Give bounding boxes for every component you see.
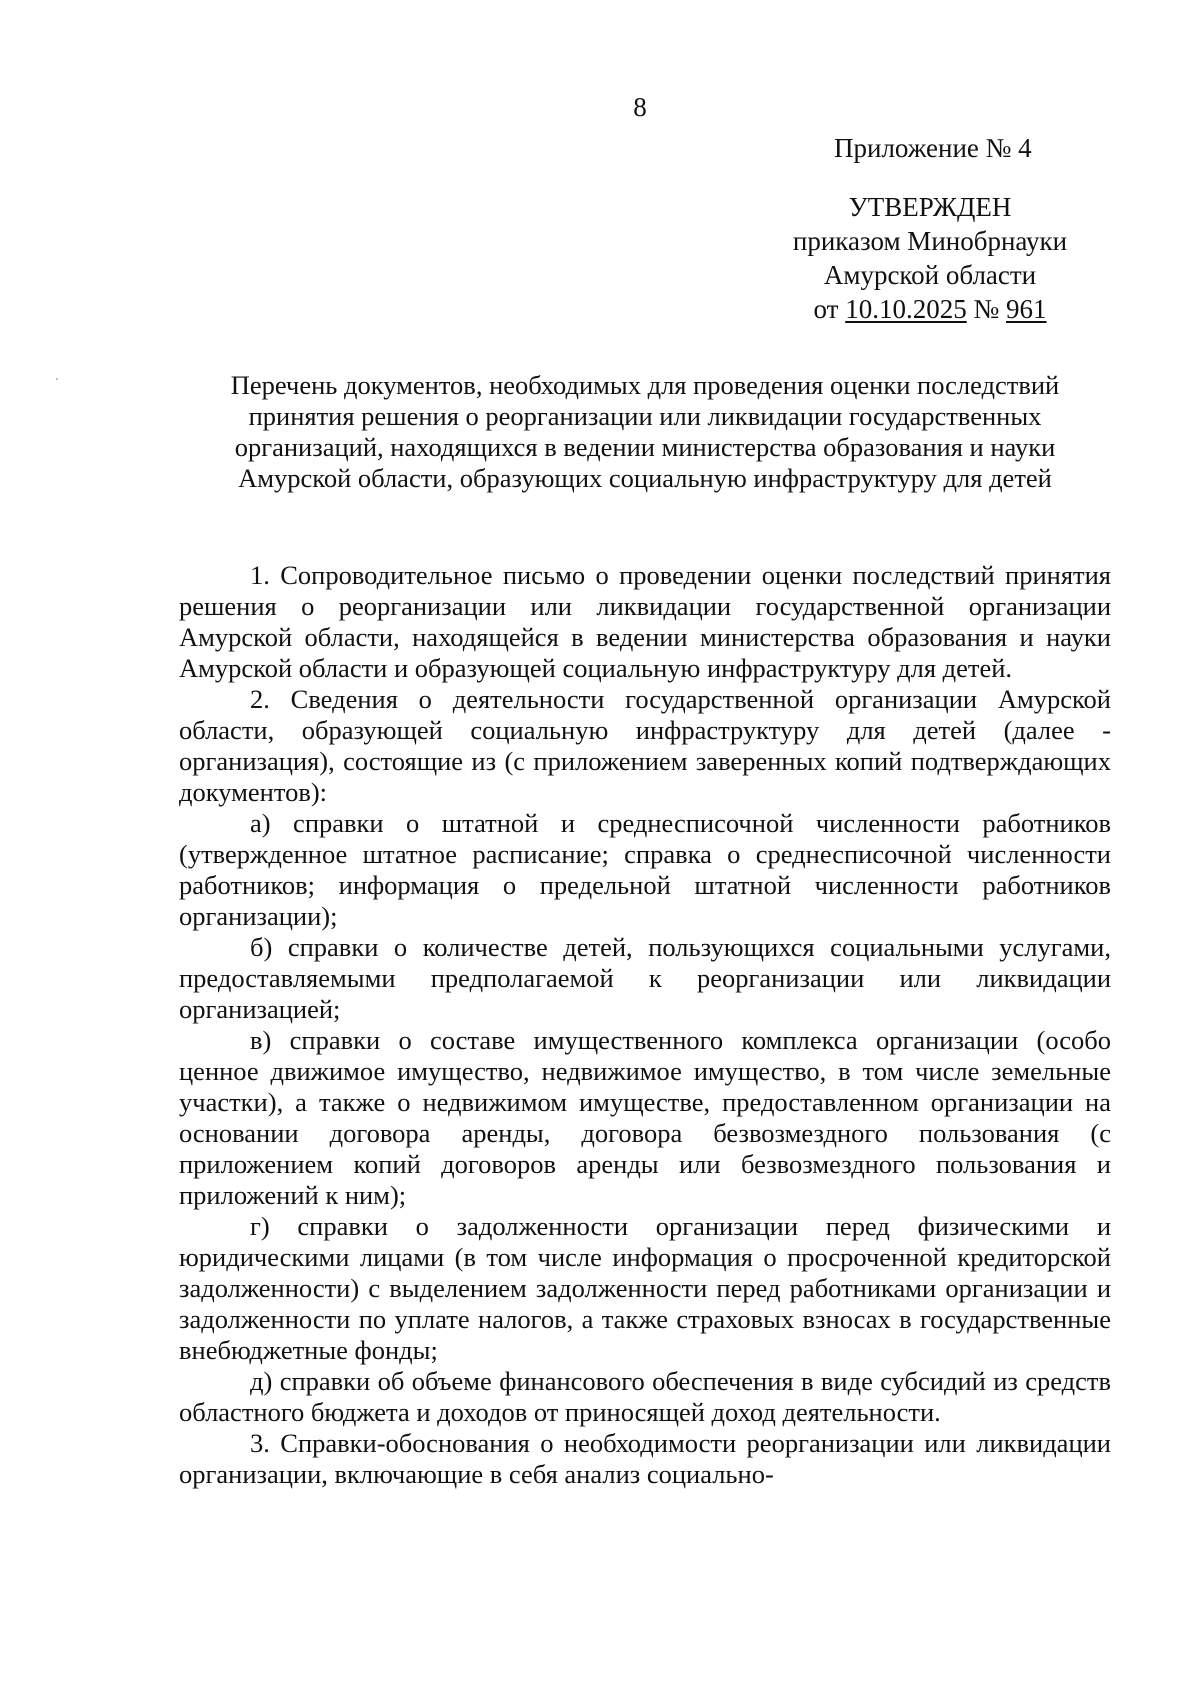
paragraph-subitem-d: д) справки об объеме финансового обеспечения в виде субсидий из средств областного бюджета и доходов от приносящей доход деятельности. (179, 1366, 1111, 1427)
paragraph-subitem-a: а) справки о штатной и среднесписочной численности работников (утвержденное штатное расписание; справка о среднесписочной численности работников; информация о предельной штатной численности работников организации); (179, 808, 1111, 931)
paragraph-item-3: 3. Справки-обоснования о необходимости реорганизации или ликвидации организации, включающие в себя анализ социально- (179, 1428, 1111, 1489)
title-line: Амурской области, образующих социальную инфраструктуру для детей (238, 463, 1052, 493)
paragraph-item-2: 2. Сведения о деятельности государственной организации Амурской области, образующей социальную инфраструктуру для детей (далее - организация), состоящие из (с приложением заверенных копий подтверждающих документов): (179, 684, 1111, 807)
approval-number-sign: № (973, 294, 1000, 324)
document-title (180, 370, 1110, 494)
page-number: 8 (633, 92, 647, 122)
approval-status: УТВЕРЖДЕН (848, 192, 1012, 222)
paragraph-subitem-v: в) справки о составе имущественного комплекса организации (особо ценное движимое имущество, недвижимое имущество, в том числе земельные участки), а также о недвижимом имуществе, предоставленном организации на основании договора аренды, договора безвозмездного пользования (с приложением копий договоров аренды или безвозмездного пользования и приложений к ним); (179, 1025, 1111, 1210)
paragraph-subitem-g: г) справки о задолженности организации перед физическими и юридическими лицами (в том числе информация о просроченной кредиторской задолженности) с выделением задолженности перед работниками организации и задолженности по уплате налогов, а также страховых взносах в государственные внебюджетные фонды; (179, 1211, 1111, 1365)
title-line: организаций, находящихся в ведении министерства образования и науки (234, 432, 1056, 462)
approval-number: 961 (1005, 294, 1047, 324)
paragraph-subitem-b: б) справки о количестве детей, пользующихся социальными услугами, предоставляемыми предполагаемой к реорганизации или ликвидации организацией; (179, 932, 1111, 1024)
approval-date-line (780, 292, 1080, 326)
paragraph-item-1: 1. Сопроводительное письмо о проведении оценки последствий принятия решения о реорганизации или ликвидации государственной организации Амурской области, находящейся в ведении министерства образования и науки Амурской области и образующей социальную инфраструктуру для детей. (179, 560, 1111, 683)
scan-speck (56, 378, 58, 380)
approval-by-line-2: Амурской области (823, 260, 1037, 290)
approval-date-prefix: от (813, 294, 839, 324)
approval-block (780, 190, 1080, 326)
appendix-label: Приложение № 4 (834, 133, 1032, 163)
approval-by-line-1: приказом Минобрнауки (792, 226, 1068, 256)
approval-date: 10.10.2025 (845, 294, 967, 324)
title-line: Перечень документов, необходимых для проведения оценки последствий (230, 370, 1060, 400)
title-line: принятия решения о реорганизации или ликвидации государственных (248, 401, 1042, 431)
document-body (179, 560, 1111, 1490)
